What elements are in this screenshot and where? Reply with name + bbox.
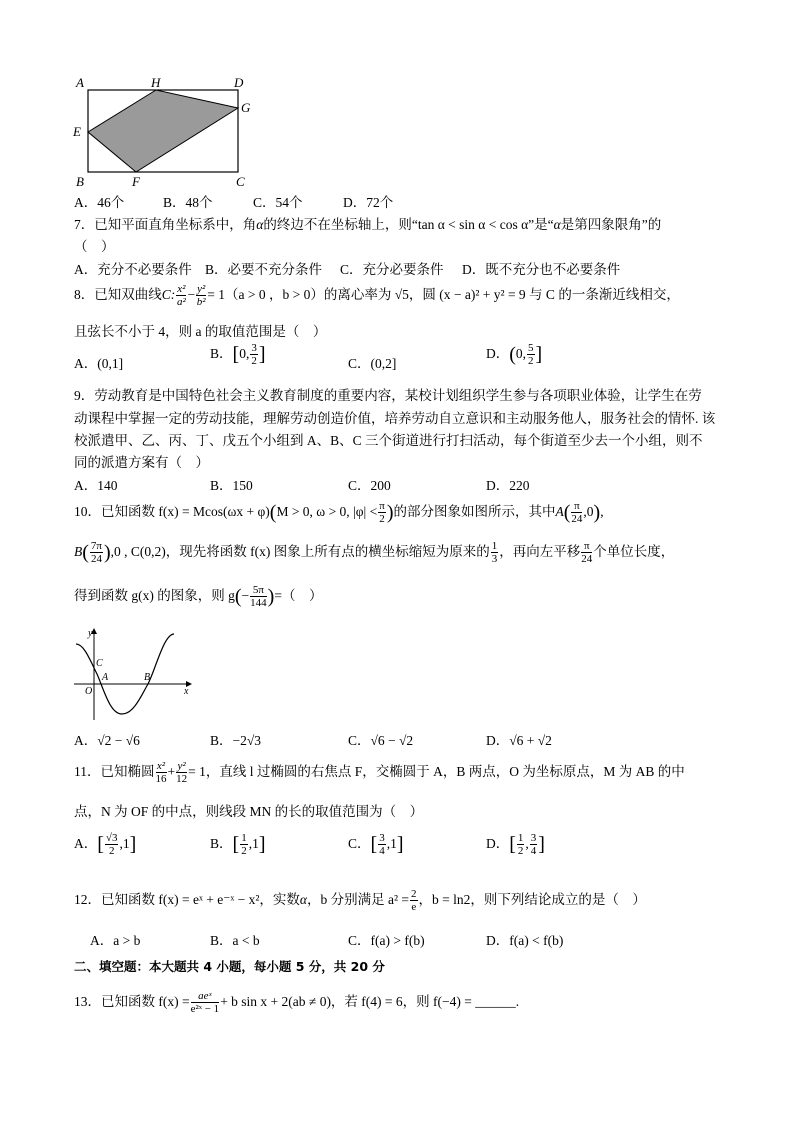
q8-text-a: 8．已知双曲线: [74, 287, 162, 302]
q7-text-a: 7．已知平面直角坐标系中，角: [74, 217, 257, 232]
q11-option-b: B．[ $\frac{1}{2}$ ,1]: [210, 832, 266, 858]
q11-text-a: 11．已知椭圆: [74, 764, 155, 779]
q10-line3: 得到函数 g(x) 的图象，则 g(− $\frac{5\pi}{144}$ )=（ ）: [74, 584, 323, 610]
q10-line1: 10．已知函数 f(x) = Mcos(ωx + φ)(M > 0, ω > 0, |φ| < $\frac{\pi}{2}$ )的部分图象如图所示，其中A( $\frac{\pi}{24}$ ,0),: [74, 500, 604, 526]
q10-text-h: =（ ）: [274, 588, 323, 603]
q11-option-a: A．[ $\frac{√3}{2}$ ,1]: [74, 832, 137, 858]
q13-line1: 13．已知函数 f(x) = $\frac{\text{aeˣ}}{\text{e²ˣ − 1}}$ + b sin x + 2(ab ≠ 0)，若 f(4) = 6，则 f(−4) = ______.: [74, 990, 520, 1016]
q7-option-a: A．充分不必要条件: [74, 262, 192, 277]
label-a: A: [76, 75, 84, 90]
q10-text-a: 10．已知函数 f(x) = Mcos(ωx + φ): [74, 504, 270, 519]
q12-text-b: ，b 分别满足 a² =: [307, 892, 410, 907]
q12-text-c: ，b = ln2，则下列结论成立的是（ ）: [418, 892, 646, 907]
q7-option-b: B．必要不充分条件: [205, 262, 323, 277]
q11-text-b: = 1，直线 l 过椭圆的右焦点 F，交椭圆于 A，B 两点，O 为坐标原点，M 为 AB 的中: [188, 764, 685, 779]
q8-option-d: D．(0, $\frac{5}{2}$ ]: [486, 342, 543, 368]
q9-line2: 动课程中掌握一定的劳动技能，理解劳动创造价值，培养劳动自立意识和主动服务他人，服务社会的情怀. 该: [74, 411, 716, 426]
q8-frac-y: $\frac{\text{y²}}{\text{b²}}$: [196, 283, 206, 309]
q13-text-a: 13．已知函数 f(x) =: [74, 994, 190, 1009]
q9-line3: 校派遣甲、乙、丙、丁、戊五个小组到 A、B、C 三个街道进行打扫活动，每个街道至少去一个小组，则不: [74, 433, 703, 448]
q7-text-c: 是第四象限角”的: [560, 217, 662, 232]
q9-option-c: C．200: [348, 478, 391, 493]
q11-option-d: D．[ $\frac{1}{2}$ , $\frac{3}{4}$ ]: [486, 832, 545, 858]
q12-option-a: A．a > b: [90, 933, 141, 948]
q11-option-c: C．[ $\frac{3}{4}$ ,1]: [348, 832, 404, 858]
q13-text-b: + b sin x + 2(ab ≠ 0)，若 f(4) = 6，则 f(−4) = ______.: [220, 994, 520, 1009]
q7-alpha-2: α: [553, 217, 561, 232]
q10-point-b: B: [74, 544, 83, 559]
cosine-graph: [70, 626, 194, 722]
q7-paren: （ ）: [74, 239, 115, 254]
q8-frac-x: $\frac{\text{x²}}{\text{a²}}$: [176, 283, 186, 309]
q11-line1: 11．已知椭圆 $\frac{\text{x²}}{16}$ + $\frac{\text{y²}}{12}$ = 1，直线 l 过椭圆的右焦点 F，交椭圆于 A，B 两点，O 为坐标原点，M 为 AB 的中: [74, 760, 685, 786]
q8-option-a: A．(0,1]: [74, 356, 124, 371]
graph-label-c: C: [96, 658, 103, 669]
q9-option-b: B．150: [210, 478, 253, 493]
cosine-curve: [76, 634, 174, 714]
q8-text-c: ，圆 (x − a)² + y² = 9 与 C 的一条渐近线相交，: [408, 287, 680, 302]
label-b: B: [76, 174, 84, 189]
q12-text-a: 12．已知函数 f(x) = eˣ + e⁻ˣ − x²，实数: [74, 892, 300, 907]
graph-label-a: A: [102, 672, 109, 683]
graph-label-o: O: [85, 686, 93, 697]
q10-option-d: D．√6 + √2: [486, 733, 552, 748]
q12-option-c: C．f(a) > f(b): [348, 933, 425, 948]
q9-line4: 同的派遣方案有（ ）: [74, 455, 209, 470]
q6-option-b: B．48个: [163, 195, 213, 210]
q6-option-c: C．54个: [253, 195, 303, 210]
shaded-quadrilateral: [88, 90, 238, 172]
q6-option-d: D．72个: [343, 195, 394, 210]
q11-line2: 点，N 为 OF 的中点，则线段 MN 的长的取值范围为（ ）: [74, 804, 424, 819]
q9-option-a: A．140: [74, 478, 118, 493]
graph-label-y: y: [88, 628, 93, 639]
q8-option-b: B．[0, $\frac{3}{2}$ ]: [210, 342, 266, 368]
q10-text-g: 得到函数 g(x) 的图象，则 g: [74, 588, 235, 603]
graph-label-x: x: [184, 686, 189, 697]
rectangle-figure: [70, 72, 260, 190]
q8-text-b: = 1（a > 0 ，b > 0）的离心率为: [207, 287, 392, 302]
q8-stem: 8．已知双曲线C: $\frac{\text{x²}}{\text{a²}}$ − $\frac{\text{y²}}{\text{b²}}$ = 1（a > 0 ，b > 0）的离心率为 √5，圆 (x − a)² + y² = 9 与 C 的一条渐近线相交，: [74, 283, 680, 309]
q12-option-b: B．a < b: [210, 933, 260, 948]
label-h: H: [151, 75, 161, 90]
q12-line1: 12．已知函数 f(x) = eˣ + e⁻ˣ − x²，实数α，b 分别满足 a² = $\frac{2}{e}$ ，b = ln2，则下列结论成立的是（ ）: [74, 888, 646, 914]
q10-text-c2: ,0 , C(0,2)，现先将函数 f(x) 图象上所有点的横坐标缩短为原来的: [110, 544, 490, 559]
q7-stem: [74, 213, 661, 233]
label-d: D: [234, 75, 244, 90]
q10-condition: M > 0, ω > 0, |φ| <: [276, 504, 378, 519]
q12-alpha: α: [299, 892, 308, 907]
q9-line1: 9．劳动教育是中国特色社会主义教育制度的重要内容，某校计划组织学生参与各项职业体验，让学生在劳: [74, 388, 702, 403]
q10-option-b: B．−2√3: [210, 733, 262, 748]
q9-option-d: D．220: [486, 478, 530, 493]
graph-label-b: B: [144, 672, 151, 683]
label-f: F: [132, 174, 140, 189]
q8-option-c: C．(0,2]: [348, 356, 397, 371]
q8-curve: C:: [161, 287, 176, 302]
q10-text-c: 的部分图象如图所示，其中: [393, 504, 556, 519]
q10-option-a: A．√2 − √6: [74, 733, 140, 748]
q8-sqrt5: √5: [394, 287, 409, 302]
q10-text-d: ，再向左平移: [499, 544, 581, 559]
label-e: E: [73, 124, 81, 139]
q7-alpha: α: [256, 217, 264, 232]
q8-line2: 且弦长不小于 4，则 a 的取值范围是（ ）: [74, 324, 327, 339]
label-g: G: [241, 100, 251, 115]
q10-point-a: A: [555, 504, 564, 519]
section-heading: 二、填空题：本大题共 4 小题，每小题 5 分，共 20 分: [74, 959, 385, 974]
q7-option-c: C．充分必要条件: [340, 262, 444, 277]
q10-line2: B( $\frac{7\pi}{24}$ ),0 , C(0,2)，现先将函数 f(x) 图象上所有点的横坐标缩短为原来的 $\frac{1}{3}$ ，再向左平移 $\frac{\pi}{24}$ 个单位长度，: [74, 540, 675, 566]
q12-option-d: D．f(a) < f(b): [486, 933, 564, 948]
q6-option-a: A．46个: [74, 195, 125, 210]
label-c: C: [236, 174, 245, 189]
q7-option-d: D．既不充分也不必要条件: [462, 262, 621, 277]
q7-text-b: 的终边不在坐标轴上，则“tan α < sin α < cos α”是“: [263, 217, 554, 232]
q10-option-c: C．√6 − √2: [348, 733, 414, 748]
q10-text-e: 个单位长度，: [593, 544, 675, 559]
